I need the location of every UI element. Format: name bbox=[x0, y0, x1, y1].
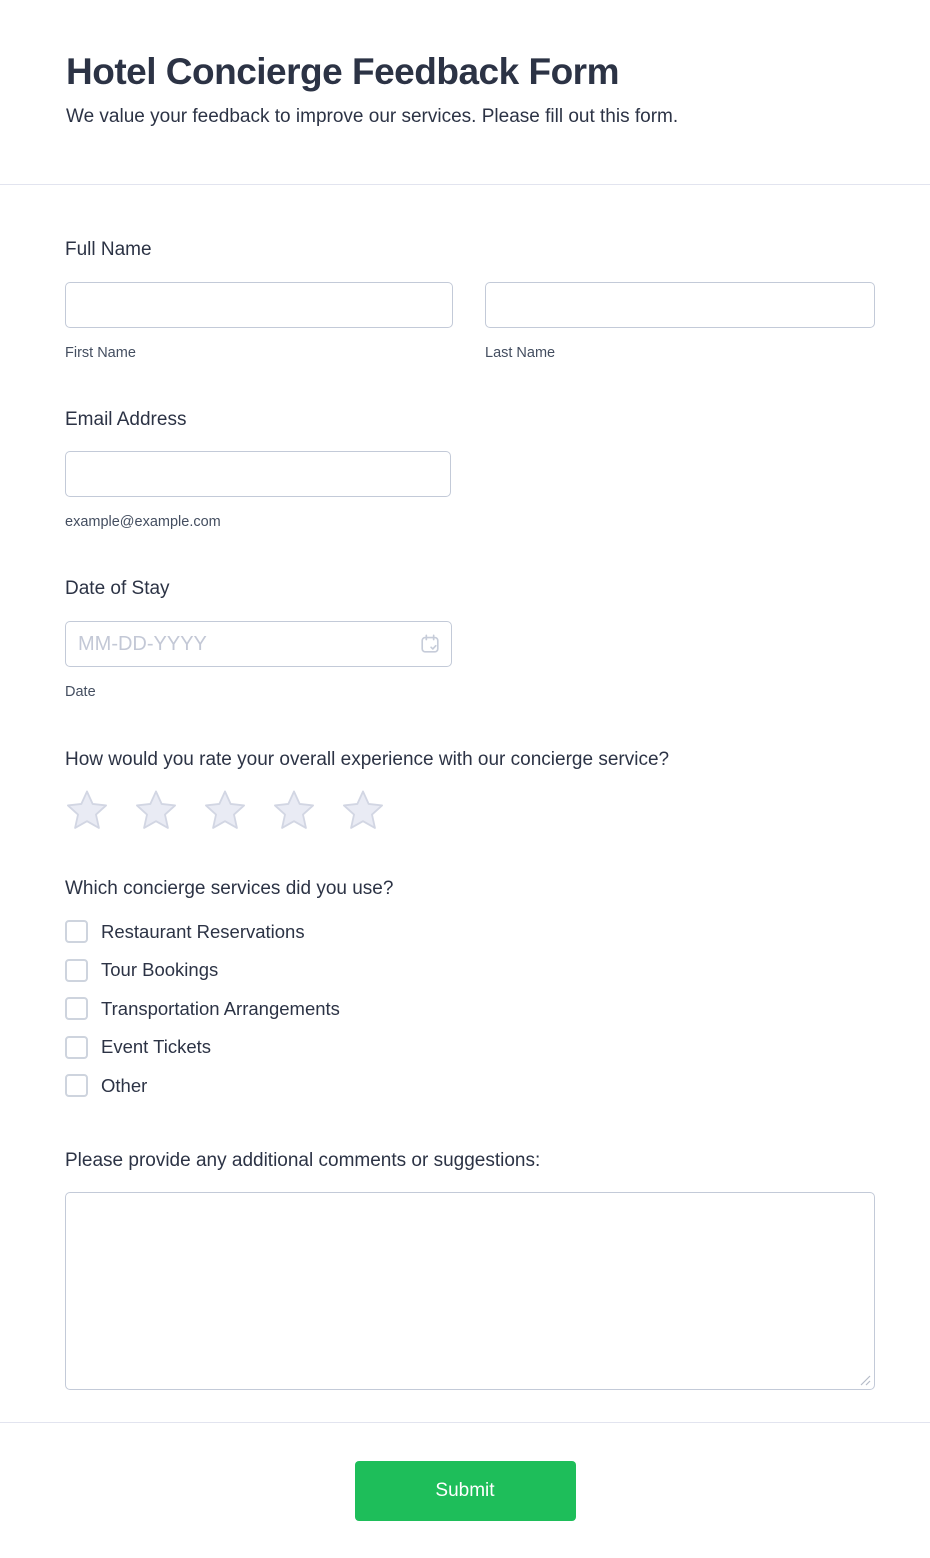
calendar-check-icon bbox=[419, 643, 441, 658]
first-name-column bbox=[65, 282, 453, 361]
section-date-of-stay bbox=[65, 578, 875, 700]
star-icon-5[interactable] bbox=[341, 788, 385, 832]
star-rating bbox=[65, 788, 875, 832]
checkbox-label[interactable]: Other bbox=[101, 1074, 148, 1096]
date-sublabel: Date bbox=[65, 684, 96, 700]
checkbox-row-other bbox=[65, 1074, 875, 1097]
checkbox-row-tour-bookings bbox=[65, 959, 875, 982]
section-full-name bbox=[65, 239, 875, 361]
date-input-wrapper bbox=[65, 621, 452, 667]
checkbox-label[interactable]: Restaurant Reservations bbox=[101, 920, 305, 942]
comments-textarea-wrapper bbox=[65, 1192, 875, 1390]
full-name-label: Full Name bbox=[65, 239, 152, 260]
date-field[interactable] bbox=[65, 621, 452, 667]
checkbox-tour-bookings[interactable] bbox=[65, 959, 88, 982]
comments-label: Please provide any additional comments or suggestions: bbox=[65, 1150, 541, 1171]
section-email bbox=[65, 409, 875, 530]
section-rating bbox=[65, 749, 875, 832]
checkbox-row-transportation-arrangements bbox=[65, 997, 875, 1020]
form-header bbox=[0, 0, 930, 185]
star-icon-1[interactable] bbox=[65, 788, 109, 832]
calendar-picker-button[interactable] bbox=[419, 633, 441, 655]
first-name-sublabel: First Name bbox=[65, 345, 136, 361]
email-sublabel: example@example.com bbox=[65, 514, 221, 530]
checkbox-other[interactable] bbox=[65, 1074, 88, 1097]
email-field[interactable] bbox=[65, 451, 451, 497]
first-name-field[interactable] bbox=[65, 282, 453, 328]
section-services bbox=[65, 878, 875, 1097]
star-icon-2[interactable] bbox=[134, 788, 178, 832]
name-fields-row bbox=[65, 282, 875, 361]
email-label: Email Address bbox=[65, 409, 187, 430]
rating-question: How would you rate your overall experience with our concierge service? bbox=[65, 749, 670, 770]
checkbox-label[interactable]: Tour Bookings bbox=[101, 959, 219, 980]
star-icon-4[interactable] bbox=[272, 788, 316, 832]
form-footer bbox=[0, 1422, 930, 1558]
checkbox-transportation-arrangements[interactable] bbox=[65, 997, 88, 1020]
submit-button[interactable]: Submit bbox=[355, 1461, 576, 1521]
last-name-column bbox=[485, 282, 875, 361]
checkbox-label[interactable]: Event Tickets bbox=[101, 1036, 212, 1057]
comments-textarea[interactable] bbox=[65, 1192, 875, 1390]
checkbox-row-event-tickets bbox=[65, 1036, 875, 1059]
date-of-stay-label: Date of Stay bbox=[65, 578, 170, 599]
page-subtitle: We value your feedback to improve our services. Please fill out this form. bbox=[66, 105, 679, 127]
checkbox-restaurant-reservations[interactable] bbox=[65, 920, 88, 943]
page-title: Hotel Concierge Feedback Form bbox=[66, 51, 619, 92]
services-checkbox-list bbox=[65, 920, 875, 1097]
form-body bbox=[0, 239, 930, 1390]
checkbox-row-restaurant-reservations bbox=[65, 920, 875, 943]
section-comments bbox=[65, 1150, 875, 1390]
last-name-field[interactable] bbox=[485, 282, 875, 328]
checkbox-event-tickets[interactable] bbox=[65, 1036, 88, 1059]
star-icon-3[interactable] bbox=[203, 788, 247, 832]
last-name-sublabel: Last Name bbox=[485, 345, 556, 361]
checkbox-label[interactable]: Transportation Arrangements bbox=[101, 997, 340, 1019]
services-question: Which concierge services did you use? bbox=[65, 878, 394, 899]
